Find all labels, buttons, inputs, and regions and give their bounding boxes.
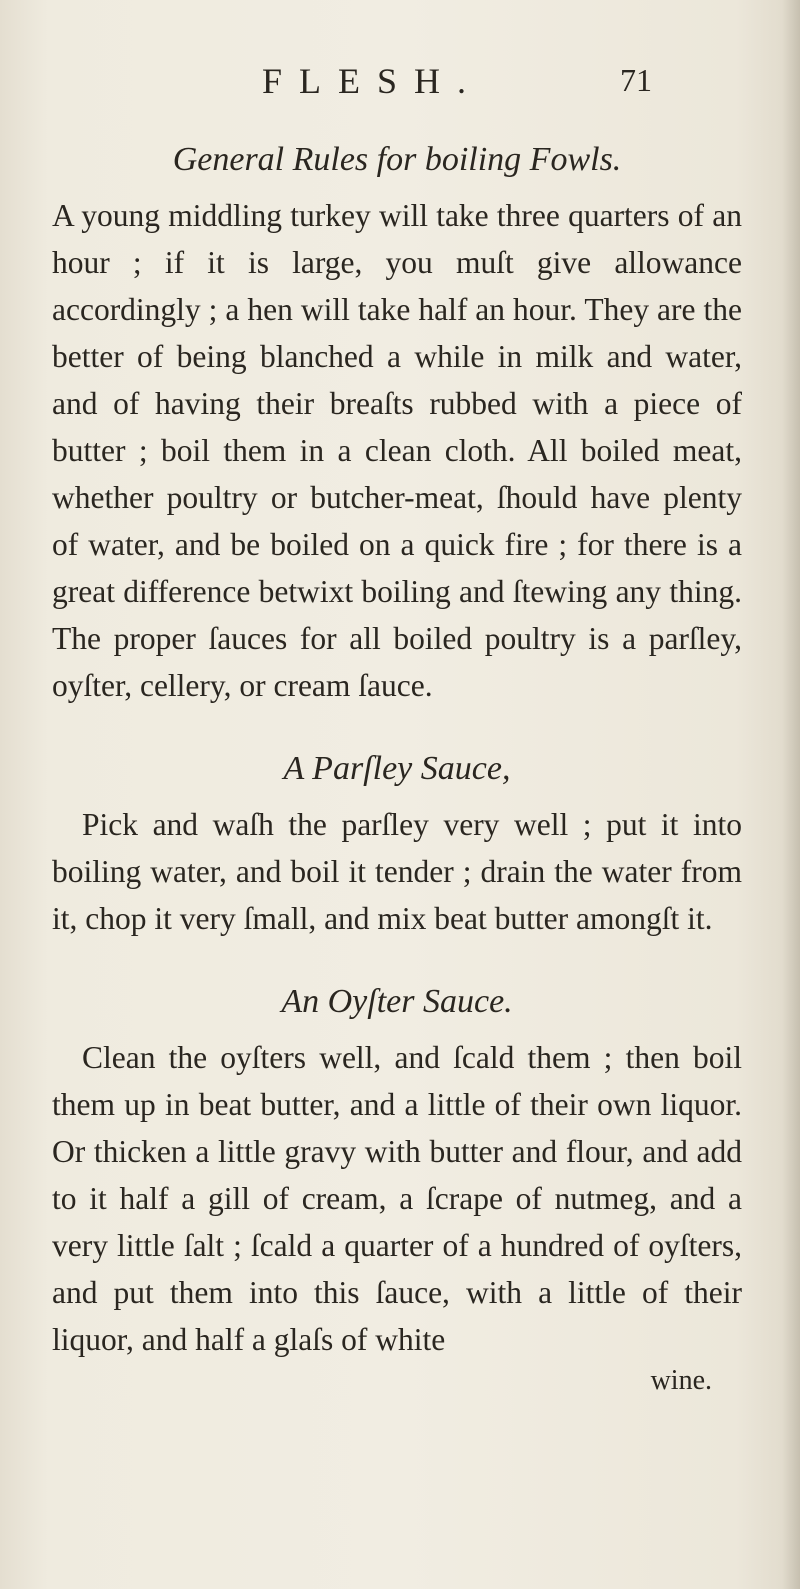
section-parsley-sauce (52, 747, 742, 942)
page-edge-shadow (782, 0, 800, 1589)
page-content (52, 138, 742, 1399)
page-number: 71 (620, 62, 652, 98)
page-header (0, 60, 800, 110)
paragraph: Clean the oyſters well, and ſcald them ; then boil them up in beat butter, and a little of their own liquor. Or thicken a little gravy with butter and flour, and add to it half a gill of cream, a ſcrape of nutmeg, and a very little ſalt ; ſcald a quarter of a hundred of oyſters, and put them into this ſauce, with a little of their liquor, and half a glaſs of white (52, 1040, 742, 1357)
running-head: FLESH. (262, 61, 484, 101)
paragraph: A young middling turkey will take three quarters of an hour ; if it is large, you muſt give allowance accordingly ; a hen will take half an hour. They are the better of being blanched a while in milk and water, and of having their breaſts rubbed with a piece of butter ; boil them in a clean cloth. All boiled meat, whether poultry or butcher-meat, ſhould have plenty of water, and be boiled on a quick fire ; for there is a great difference betwixt boiling and ſtewing any thing. The proper ſauces for all boiled poultry is a parſley, oyſter, cellery, or cream ſauce. (52, 198, 742, 703)
section-title: A Parſley Sauce, (283, 750, 511, 787)
section-boiling-fowls (52, 138, 742, 709)
section-title: General Rules for boiling Fowls. (172, 141, 622, 178)
section-gap (52, 942, 742, 980)
paragraph: Pick and waſh the parſley very well ; put it into boiling water, and boil it tender ; drain the water from it, chop it very ſmall, and mix beat butter amongſt it. (52, 807, 742, 936)
section-title: An Oyſter Sauce. (281, 983, 513, 1020)
section-oyster-sauce (52, 980, 742, 1363)
section-gap (52, 709, 742, 747)
catchword: wine. (650, 1365, 712, 1396)
